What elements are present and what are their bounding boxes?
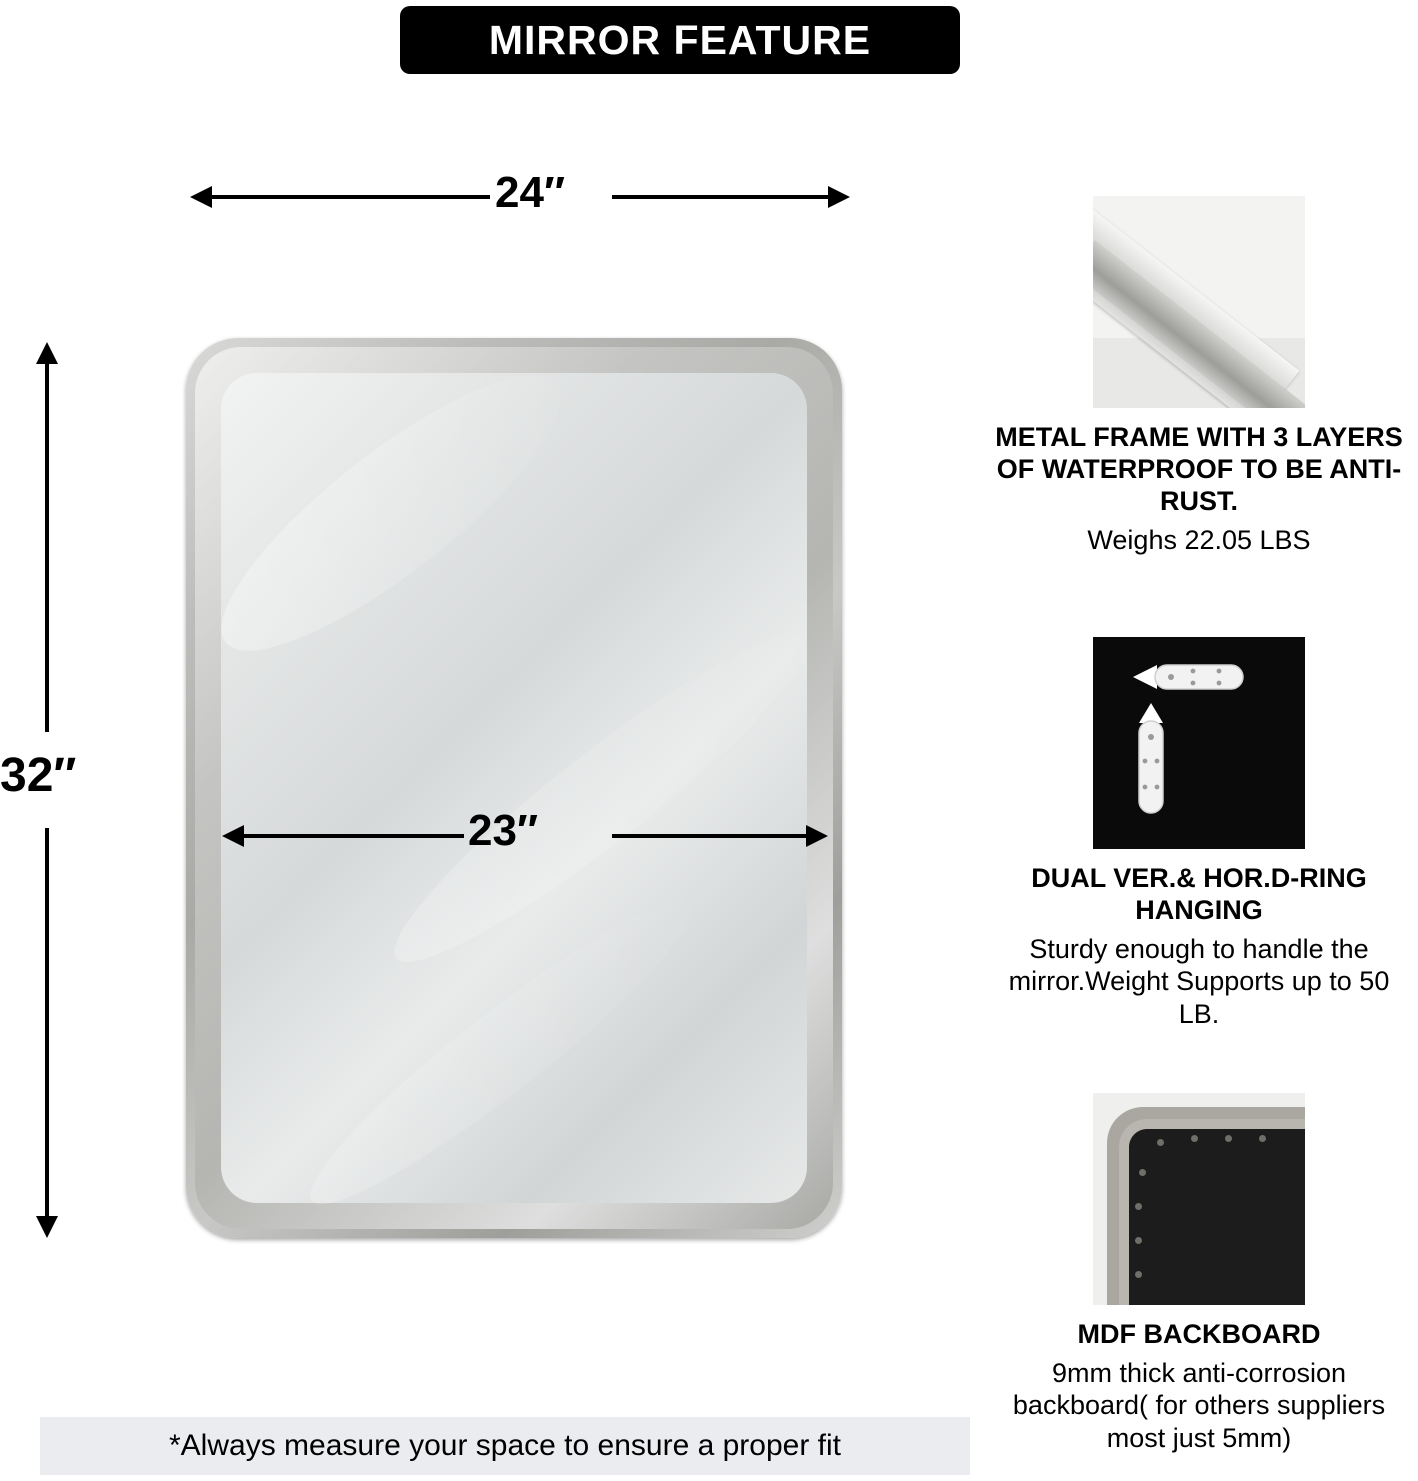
mirror-metal-frame (186, 338, 842, 1238)
height-arrow-line-top (45, 362, 49, 732)
backboard-screw (1157, 1139, 1164, 1146)
width-arrow-line-left (210, 195, 490, 199)
feature-title: METAL FRAME WITH 3 LAYERS OF WATERPROOF TO BE ANTI-RUST. (995, 422, 1403, 516)
width-arrow-head-left (190, 186, 212, 208)
d-ring-hanging-hardware-photo (1093, 637, 1305, 849)
glass-width-arrow-line-left (242, 834, 464, 838)
height-arrow-head-bottom (36, 1216, 58, 1238)
glass-reflection-streak (189, 336, 594, 689)
backboard-panel (1119, 1119, 1305, 1305)
backboard-screw (1135, 1203, 1142, 1210)
feature-item-metal-frame (990, 196, 1408, 556)
feature-description: 9mm thick anti-corrosion backboard( for others suppliers most just 5mm) (1012, 1357, 1386, 1453)
backboard-screw (1225, 1135, 1232, 1142)
d-ring-hardware-svg (1093, 637, 1305, 849)
backboard-screw (1135, 1271, 1142, 1278)
mirror-glass-surface (221, 373, 807, 1203)
height-dimension-label: 32″ (0, 749, 77, 802)
glass-width-arrow-line-right (612, 834, 808, 838)
feature-description: Weighs 22.05 LBS (1087, 524, 1311, 555)
mdf-backboard-corner-photo (1093, 1093, 1305, 1305)
page-title-banner (400, 6, 960, 74)
glass-width-dimension-label: 23″ (468, 806, 539, 855)
feature-description: Sturdy enough to handle the mirror.Weight Supports up to 50 LB. (1008, 933, 1390, 1029)
glass-width-arrow-head-left (222, 825, 244, 847)
backboard-screw (1259, 1135, 1266, 1142)
brushed-metal-frame-photo (1093, 196, 1305, 408)
width-dimension-label: 24″ (495, 168, 566, 217)
width-arrow-head-right (828, 186, 850, 208)
mirror-illustration (186, 338, 842, 1238)
width-arrow-line-right (612, 195, 830, 199)
footer-note (40, 1417, 970, 1475)
height-arrow-head-top (36, 342, 58, 364)
glass-reflection-streak (368, 602, 833, 993)
feature-title: DUAL VER.& HOR.D-RING HANGING (1031, 863, 1367, 925)
footer-note-text: *Always measure your space to ensure a proper fit (169, 1429, 841, 1462)
backboard-screw (1191, 1135, 1198, 1142)
mirror-frame-inner-bevel (195, 347, 833, 1229)
glass-width-arrow-head-right (806, 825, 828, 847)
backboard-screw (1139, 1169, 1146, 1176)
height-arrow-line-bottom (45, 828, 49, 1218)
page-title: MIRROR FEATURE (488, 16, 872, 63)
feature-title: MDF BACKBOARD (1077, 1319, 1321, 1349)
glass-reflection-streak (287, 874, 714, 1233)
backboard-screw (1135, 1237, 1142, 1244)
feature-item-backboard (990, 1093, 1408, 1454)
feature-item-d-ring (990, 637, 1408, 1030)
